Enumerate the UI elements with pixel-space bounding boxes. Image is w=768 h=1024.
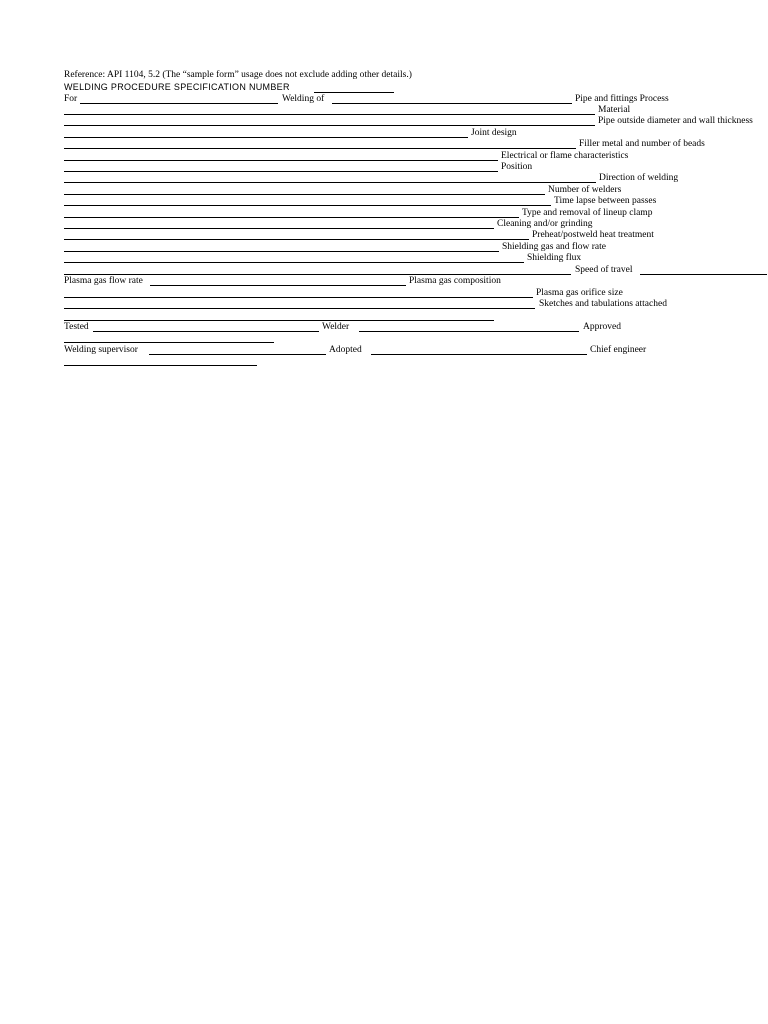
approved-field[interactable] <box>64 342 274 343</box>
label-chief-engineer: Chief engineer <box>590 345 647 355</box>
num-welders-field[interactable] <box>64 194 545 195</box>
cleaning-field[interactable] <box>64 228 494 229</box>
speed-travel-pre-field[interactable] <box>64 274 571 275</box>
filler-metal-field[interactable] <box>64 148 576 149</box>
welding-supervisor-field[interactable] <box>149 354 326 355</box>
shielding-gas-field[interactable] <box>64 251 499 252</box>
chief-engineer-field[interactable] <box>64 365 257 366</box>
label-speed-travel: Speed of travel <box>575 265 633 275</box>
label-material: Material <box>598 105 631 115</box>
reference-text: Reference: API 1104, 5.2 (The “sample form” usage does not exclude adding other details.) <box>64 70 412 80</box>
label-electrical-flame: Electrical or flame characteristics <box>501 151 629 161</box>
label-welding-of: Welding of <box>282 94 325 104</box>
extra-blank-field[interactable] <box>64 320 494 321</box>
welder-field[interactable] <box>359 331 579 332</box>
welding-of-field[interactable] <box>332 103 572 104</box>
for-field[interactable] <box>80 103 278 104</box>
label-shielding-flux: Shielding flux <box>527 253 582 263</box>
label-direction: Direction of welding <box>599 173 679 183</box>
label-approved: Approved <box>583 322 621 332</box>
label-pipe-od-wall: Pipe outside diameter and wall thickness <box>598 116 753 126</box>
label-welding-supervisor: Welding supervisor <box>64 345 138 355</box>
label-time-lapse: Time lapse between passes <box>554 196 657 206</box>
label-preheat: Preheat/postweld heat treatment <box>532 230 654 240</box>
label-welder: Welder <box>322 322 350 332</box>
joint-design-field[interactable] <box>64 137 468 138</box>
plasma-orifice-field[interactable] <box>64 297 533 298</box>
label-joint-design: Joint design <box>471 128 517 138</box>
label-for: For <box>64 94 78 104</box>
material-field[interactable] <box>64 114 595 115</box>
label-num-welders: Number of welders <box>548 185 622 195</box>
label-position: Position <box>501 162 533 172</box>
speed-travel-field[interactable] <box>640 274 767 275</box>
label-tested: Tested <box>64 322 89 332</box>
label-plasma-flow: Plasma gas flow rate <box>64 276 143 286</box>
label-pipe-fittings-process: Pipe and fittings Process <box>575 94 669 104</box>
label-cleaning: Cleaning and/or grinding <box>497 219 593 229</box>
label-adopted: Adopted <box>329 345 362 355</box>
adopted-field[interactable] <box>371 354 587 355</box>
form-title: WELDING PROCEDURE SPECIFICATION NUMBER <box>64 82 290 92</box>
label-filler-metal: Filler metal and number of beads <box>579 139 705 149</box>
label-lineup-clamp: Type and removal of lineup clamp <box>522 208 653 218</box>
label-shielding-gas: Shielding gas and flow rate <box>502 242 606 252</box>
lineup-clamp-field[interactable] <box>64 217 519 218</box>
label-plasma-comp: Plasma gas composition <box>409 276 501 286</box>
electrical-flame-field[interactable] <box>64 160 498 161</box>
time-lapse-field[interactable] <box>64 205 551 206</box>
label-sketches: Sketches and tabulations attached <box>539 299 667 309</box>
shielding-flux-field[interactable] <box>64 262 524 263</box>
direction-field[interactable] <box>64 182 596 183</box>
plasma-flow-field[interactable] <box>150 285 406 286</box>
sketches-field[interactable] <box>64 308 535 309</box>
label-plasma-orifice: Plasma gas orifice size <box>536 288 623 298</box>
pipe-od-wall-field[interactable] <box>64 125 595 126</box>
preheat-field[interactable] <box>64 239 529 240</box>
spec-number-field[interactable] <box>314 92 394 93</box>
position-field[interactable] <box>64 171 498 172</box>
tested-field[interactable] <box>93 331 319 332</box>
